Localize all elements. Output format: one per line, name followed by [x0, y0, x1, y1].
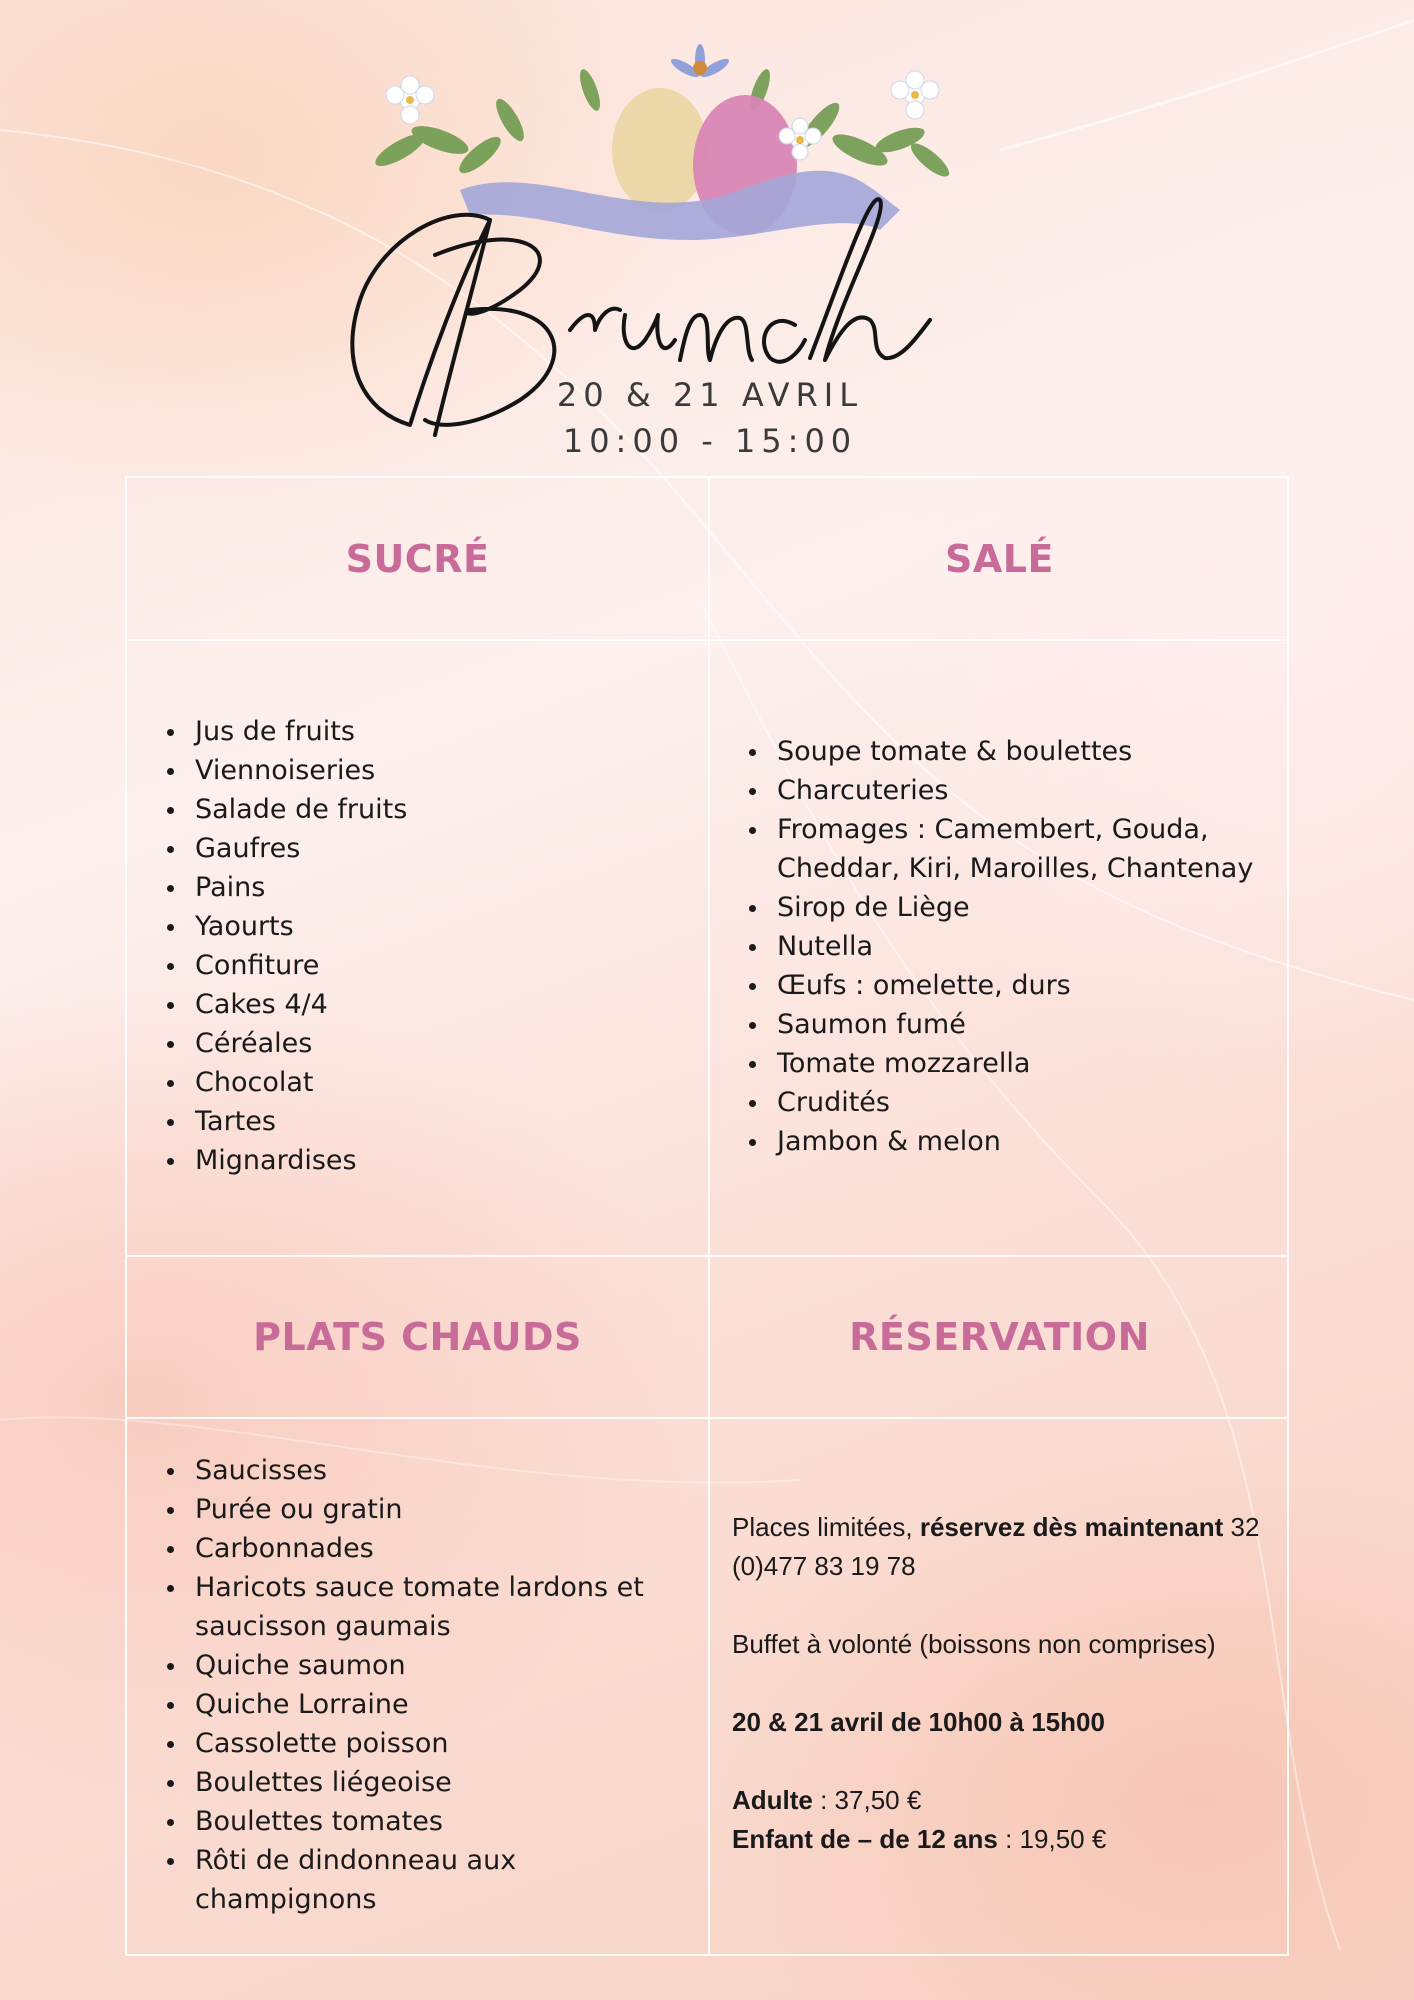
yellow-egg	[612, 88, 708, 212]
reservation-phone[interactable]: 32 (0)477 83 19 78	[732, 1512, 1260, 1581]
list-item: Crudités	[777, 1083, 1259, 1122]
sale-list	[709, 732, 1289, 1161]
list-item: Viennoiseries	[195, 751, 708, 790]
list-item: Mignardises	[195, 1141, 708, 1180]
list-item: Confiture	[195, 946, 708, 985]
list-item: Rôti de dindonneau aux champignons	[195, 1841, 668, 1919]
list-item: Purée ou gratin	[195, 1490, 668, 1529]
adult-price-line	[732, 1781, 1267, 1820]
sale-heading: SALÉ	[945, 536, 1054, 581]
child-price: : 19,50 €	[997, 1824, 1107, 1854]
list-item: Œufs : omelette, durs	[777, 966, 1259, 1005]
plats-chauds-list	[127, 1451, 708, 1919]
sucre-heading: SUCRÉ	[345, 536, 490, 581]
child-label: Enfant de – de 12 ans	[732, 1824, 998, 1854]
list-item: Saumon fumé	[777, 1005, 1259, 1044]
list-item: Chocolat	[195, 1063, 708, 1102]
event-hours: 10:00 - 15:00	[562, 422, 858, 460]
list-item: Tartes	[195, 1102, 708, 1141]
grid-divider	[127, 639, 1287, 641]
list-item: Yaourts	[195, 907, 708, 946]
list-item: Carbonnades	[195, 1529, 668, 1568]
reservation-info	[710, 1508, 1289, 1859]
buffet-note: Buffet à volonté (boissons non comprises)	[732, 1629, 1216, 1659]
grid-divider	[127, 1417, 1287, 1419]
list-item: Nutella	[777, 927, 1259, 966]
list-item: Quiche Lorraine	[195, 1685, 668, 1724]
list-item: Jus de fruits	[195, 712, 708, 751]
reservation-call-to-action: réservez dès maintenant	[919, 1512, 1224, 1542]
list-item: Salade de fruits	[195, 790, 708, 829]
list-item: Saucisses	[195, 1451, 668, 1490]
child-price-line	[732, 1820, 1267, 1859]
schedule-note: 20 & 21 avril de 10h00 à 15h00	[732, 1707, 1105, 1737]
list-item: Tomate mozzarella	[777, 1044, 1259, 1083]
plats-list-cell	[127, 1451, 708, 1919]
adult-label: Adulte	[732, 1785, 813, 1815]
list-item: Boulettes tomates	[195, 1802, 668, 1841]
event-dates: 20 & 21 AVRIL	[556, 376, 864, 414]
sale-list-cell	[709, 732, 1289, 1161]
list-item: Cassolette poisson	[195, 1724, 668, 1763]
list-item: Haricots sauce tomate lardons et saucisson gaumais	[195, 1568, 668, 1646]
list-item: Charcuteries	[777, 771, 1259, 810]
sucre-list	[127, 712, 708, 1180]
list-item: Cakes 4/4	[195, 985, 708, 1024]
list-item: Fromages : Camembert, Gouda, Cheddar, Kiri, Maroilles, Chantenay	[777, 810, 1259, 888]
list-item: Céréales	[195, 1024, 708, 1063]
list-item: Jambon & melon	[777, 1122, 1259, 1161]
header	[0, 0, 1414, 470]
list-item: Pains	[195, 868, 708, 907]
menu-grid	[125, 476, 1289, 1956]
plats-chauds-heading: PLATS CHAUDS	[253, 1315, 582, 1359]
sucre-list-cell	[127, 712, 708, 1180]
list-item: Sirop de Liège	[777, 888, 1259, 927]
reservation-heading: RÉSERVATION	[849, 1315, 1150, 1359]
adult-price: : 37,50 €	[812, 1785, 922, 1815]
reservation-note-text: Places limitées,	[732, 1512, 920, 1542]
list-item: Quiche saumon	[195, 1646, 668, 1685]
reservation-note	[732, 1508, 1267, 1586]
list-item: Boulettes liégeoise	[195, 1763, 668, 1802]
list-item: Gaufres	[195, 829, 708, 868]
list-item: Soupe tomate & boulettes	[777, 732, 1259, 771]
